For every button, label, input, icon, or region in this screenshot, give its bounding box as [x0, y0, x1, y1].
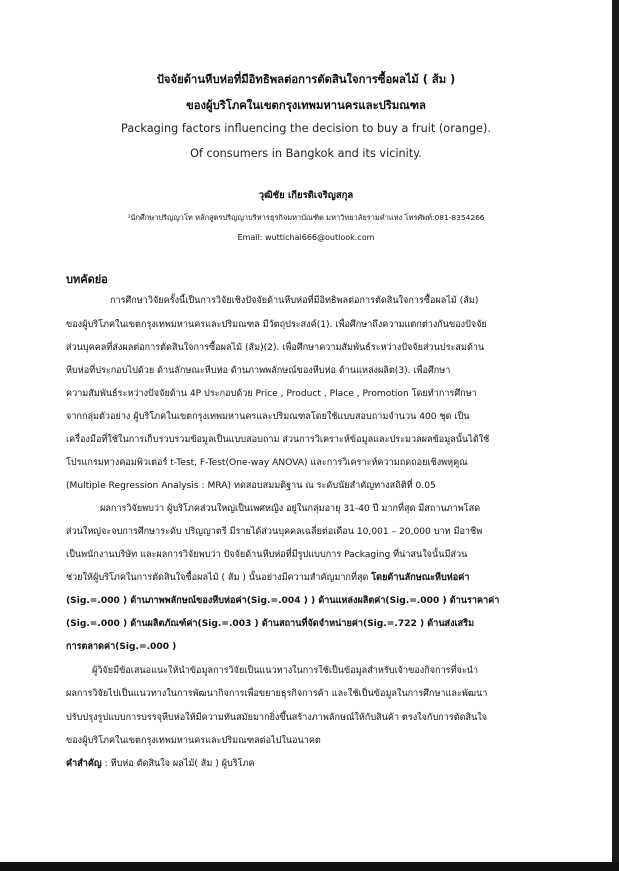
keywords-line	[66, 757, 255, 771]
thai-title-line-2: ของผู้บริโภคในเขตกรุงเทพมหานครและปริมณฑล	[186, 99, 426, 112]
paragraph-line: หีบห่อที่ประกอบไปด้วย ด้านลักษณะหีบห่อ ด้านภาพพลักษณ์ของหีบห่อ ด้านแหล่งผลิต(3). เพื่อศึกษา	[66, 366, 451, 376]
author-affiliation: ¹นักศึกษาปริญญาโท หลักสูตรปริญญาบริหารธุรกิจมหาบัณฑิต มหาวิทยาลัยรามคำแหง โทรศัพท์:081-8354266	[127, 213, 485, 222]
paragraph-line: ของผู้บริโภคในเขตกรุงเทพมหานครและปริมณฑลต่อไปในอนาคต	[66, 736, 321, 746]
thai-title-line-1: ปัจจัยด้านหีบห่อที่มีอิทธิพลต่อการตัดสินใจการซื้อผลไม้ ( ส้ม )	[156, 73, 456, 86]
paragraph-line: ปรับปรุงรูปแบบการบรรจุหีบห่อให้มีความทันสมัยมากยิ่งขึ้นสร้างภาพลักษณ์ให้กับสินค้า ตรงใจกับการตัดสินใจ	[66, 713, 488, 723]
paragraph-line: ผู้วิจัยมีข้อเสนอแนะให้นำข้อมูลการวิจัยเป็นแนวทางในการใช้เป็นข้อมูลสำหรับเจ้าของกิจการที่จะนำ	[92, 666, 479, 676]
paragraph-line-bold: (Sig.=.000 ) ด้านภาพพลักษณ์ของหีบห่อค่า(Sig.=.004 ) ) ด้านแหล่งผลิตค่า(Sig.=.000 ) ด้านราคาค่า	[66, 596, 500, 606]
page-edge-bottom	[0, 862, 619, 871]
paragraph-line: ของผู้บริโภคในเขตกรุงเทพมหานครและปริมณฑล มีวัตถุประสงค์(1). เพื่อศึกษาถึงความแตกต่างกันของปัจจัย	[66, 320, 487, 330]
paragraph-line: เป็นพนักงานบริษัท และผลการวิจัยพบว่า ปัจจัยด้านหีบห่อที่มีรูปแบบการ Packaging ที่น่าสนใจนั้นมีส่วน	[66, 550, 468, 560]
paragraph-line: ผลการวิจัยพบว่า ผู้บริโภคส่วนใหญ่เป็นเพศหญิง อยู่ในกลุ่มอายุ 31-40 ปี มากที่สุด มีสถานภาพโสด	[100, 504, 481, 514]
paragraph-line: การศึกษาวิจัยครั้งนี้เป็นการวิจัยเชิงปัจจัยด้านหีบห่อที่มีอิทธิพลต่อการตัดสินใจการซื้อผลไม้ (ส้ม)	[110, 296, 479, 306]
author-email: Email: wuttichai666@outlook.com	[237, 233, 375, 242]
paragraph-line-bold: (Sig.=.000 ) ด้านผลิตภัณฑ์ค่า(Sig.=.003 ) ด้านสถานที่จัดจำหน่ายค่า(Sig.=.722 ) ด้านส่งเสริม	[66, 619, 475, 629]
paragraph-line: ส่วนบุคคลที่ส่งผลต่อการตัดสินใจการซื้อผลไม้ (ส้ม)(2). เพื่อศึกษาความสัมพันธ์ระหว่างปัจจัยส่วนประสมด้าน	[66, 343, 485, 353]
abstract-heading: บทคัดย่อ	[66, 273, 108, 286]
emphasized-text: โดยด้านลักษณะหีบห่อค่า	[371, 573, 470, 583]
english-title-line-1: Packaging factors influencing the decision to buy a fruit (orange).	[121, 122, 491, 135]
paragraph-line	[66, 571, 469, 585]
paragraph-line: จากกลุ่มตัวอย่าง ผู้บริโภคในเขตกรุงเทพมหานครและปริมณฑลโดยใช้แบบสอบถามจำนวน 400 ชุด เป็น	[66, 412, 470, 422]
paragraph-line: เครื่องมือที่ใช้ในการเก็บรวบรวมข้อมูลเป็นแบบสอบถาม ส่วนการวิเคราะห์ข้อมูลและประมวลผลข้อมูลนั้นได้ใช้	[66, 435, 490, 445]
page-edge-right	[612, 0, 619, 871]
paragraph-text: ช่วยให้ผู้บริโภคในการตัดสินใจซื้อผลไม้ ( ส้ม ) นั้นอย่างมีความสำคัญมากที่สุด	[66, 573, 372, 583]
paragraph-line: (Multiple Regression Analysis : MRA) ทดสอบสมมติฐาน ณ ระดับนัยสำคัญทางสถิติที่ 0.05	[66, 481, 436, 491]
paragraph-line: ส่วนใหญ่จะจบการศึกษาระดับ ปริญญาตรี มีรายได้ส่วนบุคคลเฉลี่ยต่อเดือน 10,001 – 20,000 บาท มีอาชีพ	[66, 527, 483, 537]
paragraph-line-bold: การตลาดค่า(Sig.=.000 )	[66, 642, 177, 652]
paragraph-line: ผลการวิจัยไปเป็นแนวทางในการพัฒนากิจการเพื่อขยายธุรกิจการค้า และใช้เป็นข้อมูลในการศึกษาและพัฒนา	[66, 689, 488, 699]
english-title-line-2: Of consumers in Bangkok and its vicinity.	[190, 147, 422, 160]
paragraph-line: ความสัมพันธ์ระหว่างปัจจัยด้าน 4P ประกอบด้วย Price , Product , Place , Promotion โดยทำการศึกษา	[66, 389, 477, 399]
author-name: วุฒิชัย เกียรติเจริญสกุล	[258, 190, 354, 201]
paragraph-line: โปรแกรมทางคอมพิวเตอร์ t-Test, F-Test(One-way ANOVA) และการวิเคราะห์ความถดถอยเชิงพหุคูณ	[66, 458, 468, 468]
keywords-label: คำสำคัญ	[66, 759, 102, 769]
keywords-text: : หีบห่อ ตัดสินใจ ผลไม้( ส้ม ) ผู้บริโภค	[101, 759, 255, 769]
